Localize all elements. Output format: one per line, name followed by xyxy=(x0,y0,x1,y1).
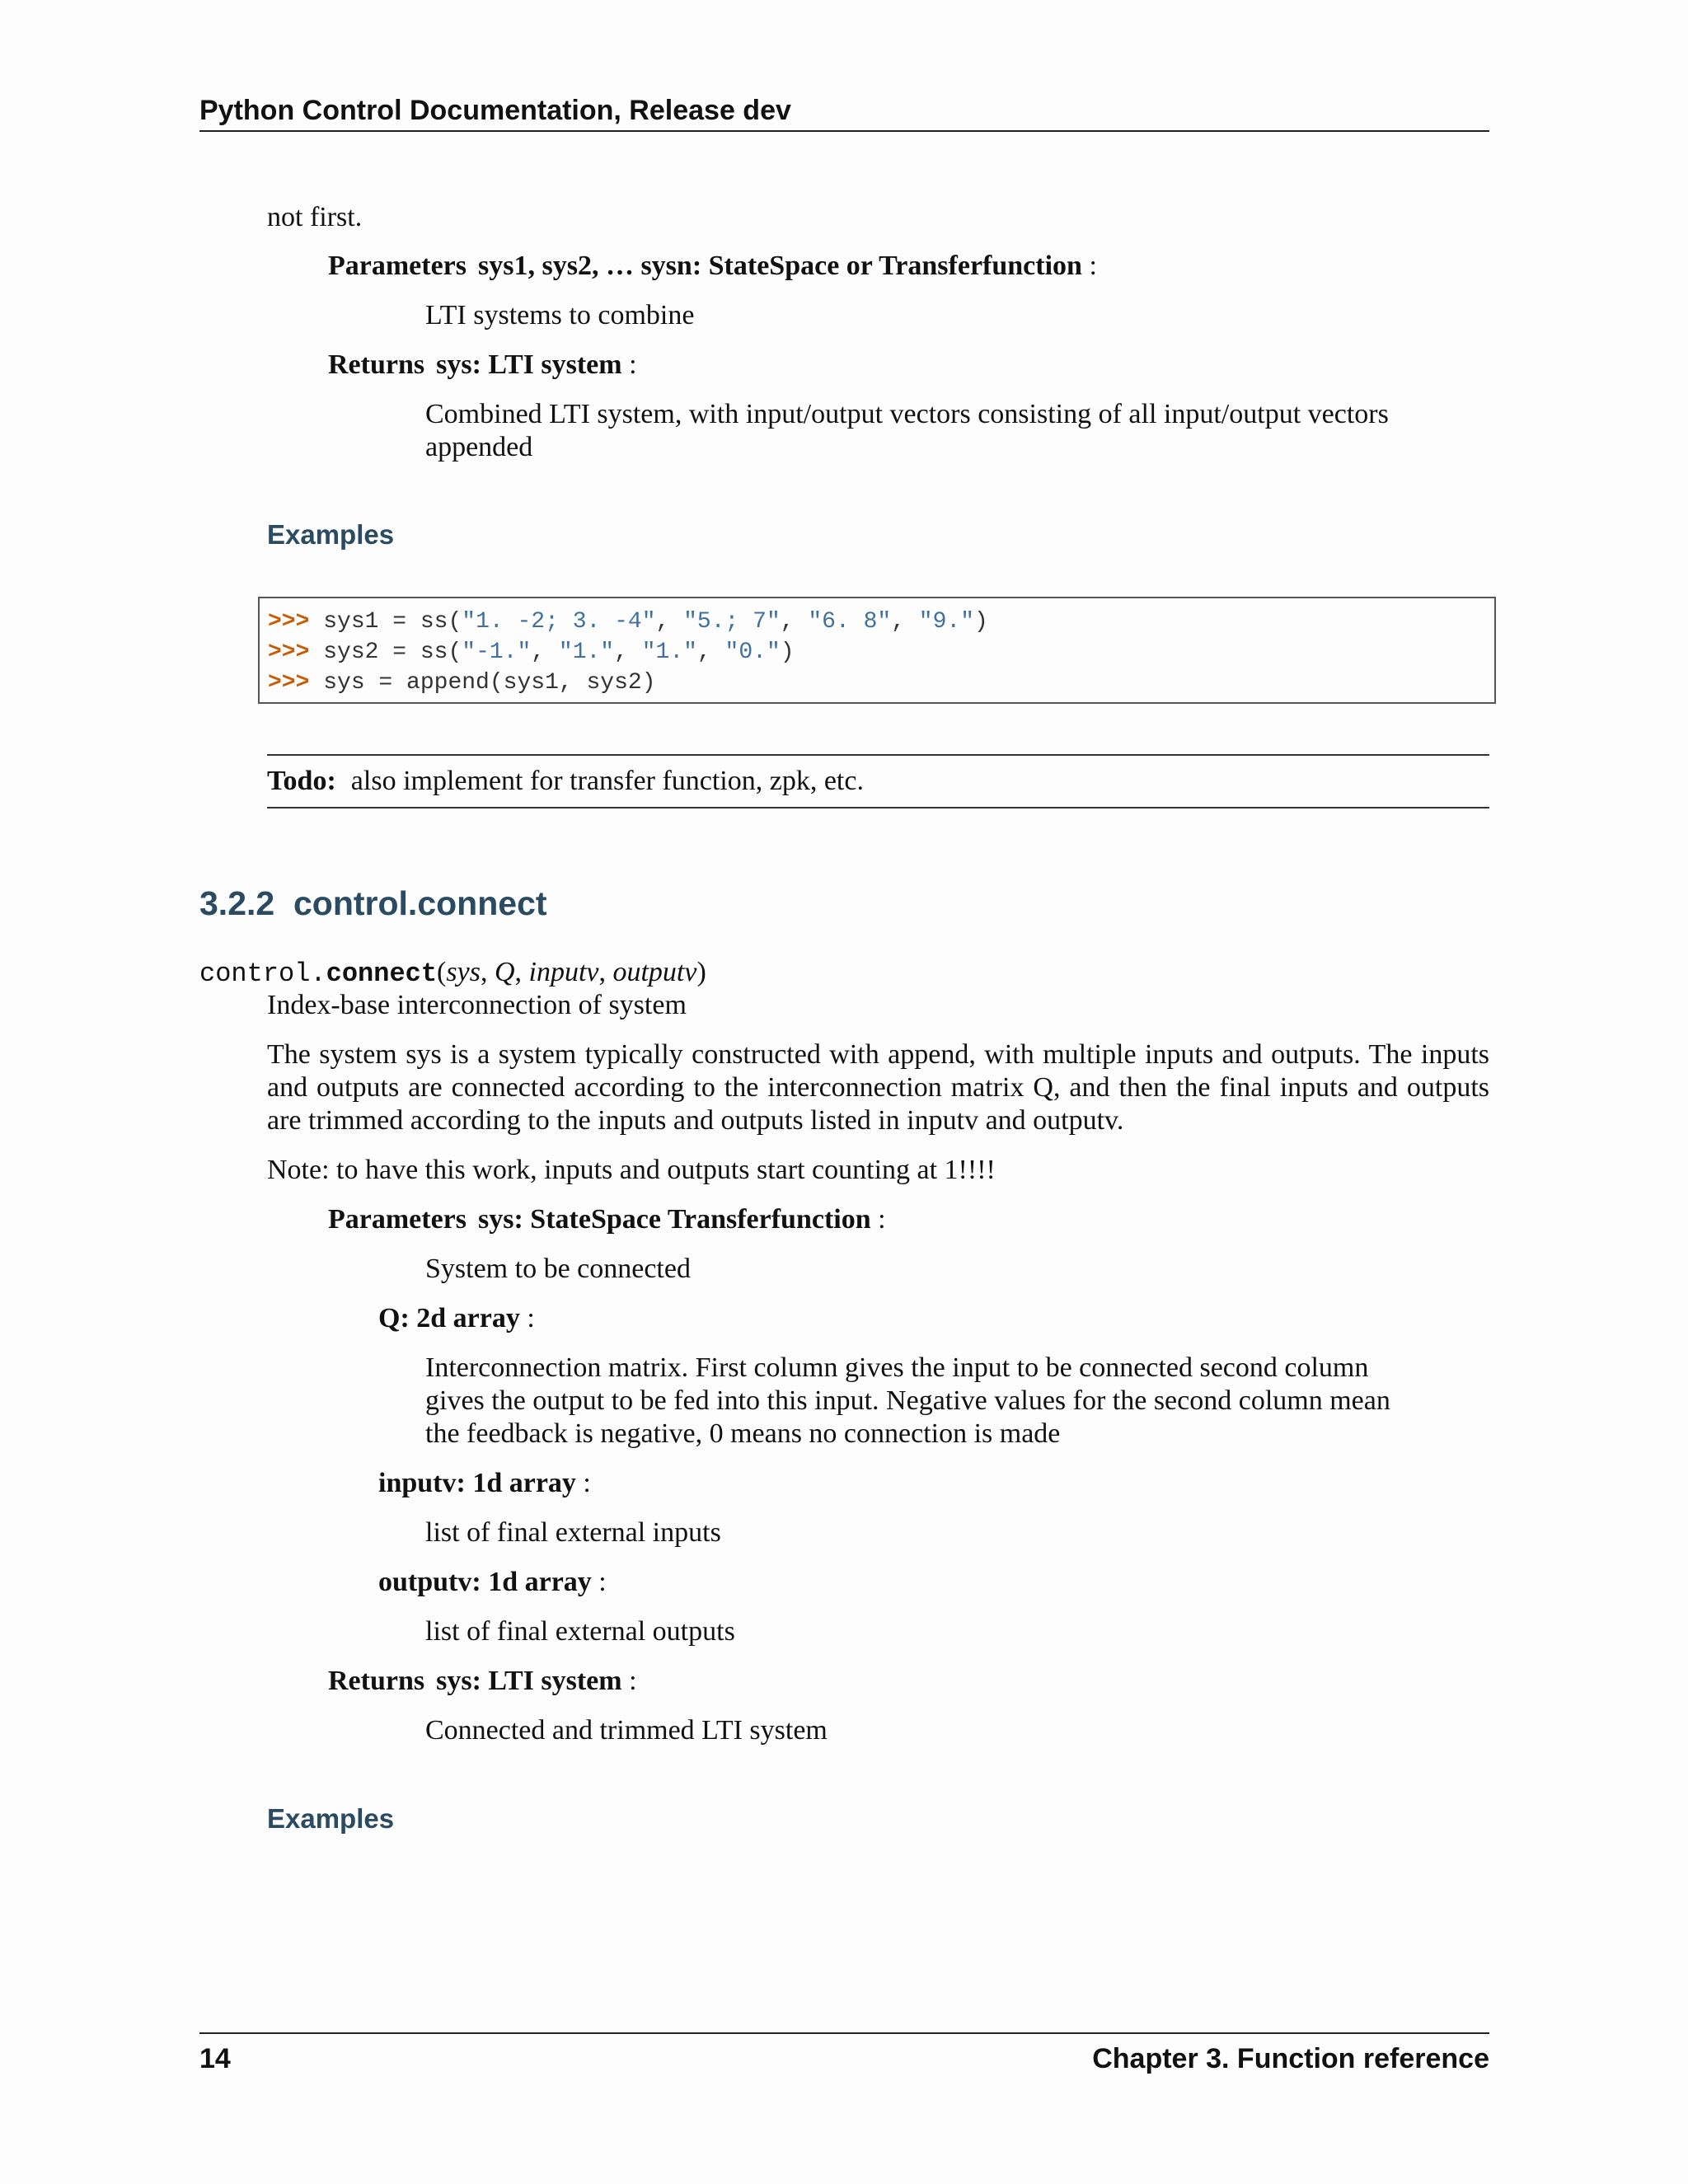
param-description-line: the feedback is negative, 0 means no connection is made xyxy=(425,1418,1061,1449)
code-text: ) xyxy=(780,640,795,665)
signature-arg: Q xyxy=(494,957,515,987)
code-string: "1. -2; 3. -4" xyxy=(462,609,656,635)
code-line xyxy=(268,637,1494,668)
param-description: list of final external inputs xyxy=(425,1517,721,1548)
function-note: Note: to have this work, inputs and outputs start counting at 1!!!! xyxy=(267,1155,996,1185)
code-text: , xyxy=(780,609,809,635)
colon: : xyxy=(870,1204,886,1235)
signature-module: control. xyxy=(199,958,326,989)
signature-arg: sys xyxy=(446,957,481,987)
code-line xyxy=(268,607,1494,637)
colon: : xyxy=(519,1303,535,1333)
function-signature[interactable] xyxy=(199,956,706,991)
section-number: 3.2.2 xyxy=(199,884,275,922)
chapter-link[interactable]: Chapter 3. Function reference xyxy=(1092,2043,1489,2074)
code-text: , xyxy=(655,609,684,635)
colon: : xyxy=(575,1468,591,1498)
colon: : xyxy=(591,1567,607,1597)
examples-heading: Examples xyxy=(267,1803,395,1834)
param-name: Q: 2d array xyxy=(378,1303,520,1333)
section-title: control.connect xyxy=(293,884,547,922)
signature-arg: inputv xyxy=(528,957,599,987)
returns-label: Returns xyxy=(328,1666,425,1696)
function-summary: Index-base interconnection of system xyxy=(267,990,687,1020)
returns-description: Connected and trimmed LTI system xyxy=(425,1715,828,1746)
param-entry xyxy=(378,1302,535,1335)
param-entry xyxy=(378,1566,607,1599)
append-returns-field xyxy=(328,349,637,382)
returns-description-line2: appended xyxy=(425,432,533,462)
returns-description-line1: Combined LTI system, with input/output vectors consisting of all input/output vectors xyxy=(425,399,1389,429)
signature-sep: , xyxy=(480,957,495,987)
section-heading[interactable] xyxy=(199,883,547,924)
header-title: Python Control Documentation, Release dev xyxy=(199,95,791,126)
code-example-block[interactable] xyxy=(258,597,1496,704)
param-entry xyxy=(378,1467,591,1500)
code-text: , xyxy=(531,640,559,665)
signature-function-name: connect xyxy=(326,958,438,989)
parameters-label: Parameters xyxy=(328,1204,467,1235)
code-text: , xyxy=(891,609,919,635)
code-text: sys = append(sys1, sys2) xyxy=(309,670,656,696)
code-prompt: >>> xyxy=(268,670,310,696)
intro-tail: not first. xyxy=(267,202,363,232)
todo-label: Todo: xyxy=(267,766,336,796)
connect-returns-field xyxy=(328,1665,637,1698)
todo-text: also implement for transfer function, zpk, etc. xyxy=(350,766,864,796)
colon: : xyxy=(1081,251,1097,281)
code-text: sys1 = ss( xyxy=(309,609,462,635)
colon: : xyxy=(621,1666,637,1696)
code-line xyxy=(268,668,1494,698)
code-text: , xyxy=(696,640,725,665)
signature-sep: , xyxy=(598,957,613,987)
code-text: , xyxy=(614,640,642,665)
page-number: 14 xyxy=(199,2043,231,2074)
connect-parameters-field xyxy=(328,1203,886,1236)
signature-sep: , xyxy=(514,957,529,987)
code-string: "1." xyxy=(641,640,697,665)
returns-label: Returns xyxy=(328,349,425,380)
param-name: outputv: 1d array xyxy=(378,1567,592,1597)
param-name: sys: StateSpace Transferfunction xyxy=(478,1204,871,1235)
parameters-label: Parameters xyxy=(328,251,467,281)
function-description: The system sys is a system typically constructed with append, with multiple inputs and outputs. The inputs and outputs are connected according to the interconnection matrix Q, and then the final inputs and outputs are trimmed according to the inputs and outputs listed in inputv and outputv. xyxy=(267,1039,1489,1136)
colon: : xyxy=(621,349,637,380)
param-description: list of final external outputs xyxy=(425,1616,735,1647)
code-string: "6. 8" xyxy=(808,609,892,635)
returns-name: sys: LTI system xyxy=(436,349,622,380)
code-string: "-1." xyxy=(462,640,532,665)
code-string: "0." xyxy=(724,640,781,665)
param-description: LTI systems to combine xyxy=(425,300,695,330)
code-prompt: >>> xyxy=(268,609,310,635)
returns-name: sys: LTI system xyxy=(436,1666,622,1696)
param-name: inputv: 1d array xyxy=(378,1468,576,1498)
param-name: sys1, sys2, … sysn: StateSpace or Transferfunction xyxy=(478,251,1082,281)
param-description-line: gives the output to be fed into this input. Negative values for the second column mean xyxy=(425,1385,1390,1416)
code-text: sys2 = ss( xyxy=(309,640,462,665)
code-text: ) xyxy=(974,609,988,635)
code-string: "1." xyxy=(558,640,615,665)
page-footer xyxy=(199,2032,1489,2083)
signature-paren: ) xyxy=(696,957,706,987)
running-header xyxy=(199,91,1489,132)
append-parameters-field xyxy=(328,250,1097,283)
signature-arg: outputv xyxy=(612,957,697,987)
code-string: "5.; 7" xyxy=(683,609,781,635)
todo-admonition xyxy=(267,754,1489,808)
param-description: System to be connected xyxy=(425,1254,691,1284)
signature-paren: ( xyxy=(437,957,447,987)
code-string: "9." xyxy=(918,609,975,635)
code-prompt: >>> xyxy=(268,640,310,665)
param-description-line: Interconnection matrix. First column gives the input to be connected second column xyxy=(425,1352,1369,1383)
examples-heading: Examples xyxy=(267,519,395,550)
